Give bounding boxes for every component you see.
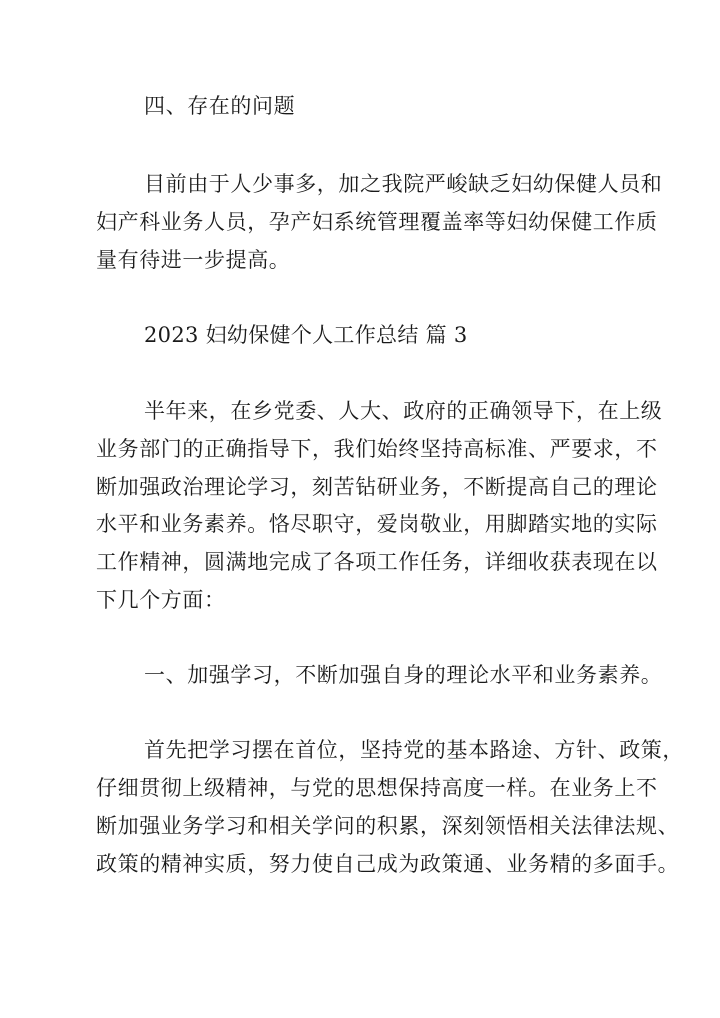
paragraph-line: 断加强政治理论学习，刻苦钻研业务，不断提高自己的理论	[96, 475, 658, 499]
paragraph-line: 水平和业务素养。恪尽职守，爱岗敬业，用脚踏实地的实际	[96, 512, 658, 536]
section-heading: 四、存在的问题	[144, 94, 296, 118]
paragraph-line: 妇产科业务人员，孕产妇系统管理覆盖率等妇幼保健工作质	[96, 210, 658, 234]
paragraph-line: 量有待进一步提高。	[96, 248, 291, 272]
section-heading: 一、加强学习，不断加强自身的理论水平和业务素养。	[144, 663, 663, 687]
paragraph-line: 政策的精神实质，努力使自己成为政策通、业务精的多面手。	[96, 852, 680, 876]
paragraph-line: 下几个方面：	[96, 588, 226, 612]
paragraph-line: 首先把学习摆在首位，坚持党的基本路途、方针、政策，	[144, 738, 684, 762]
paragraph-line: 仔细贯彻上级精神，与党的思想保持高度一样。在业务上不	[96, 776, 658, 800]
paragraph-line: 目前由于人少事多，加之我院严峻缺乏妇幼保健人员和	[144, 172, 663, 196]
paragraph-line: 业务部门的正确指导下，我们始终坚持高标准、严要求，不	[96, 437, 658, 461]
paragraph-line: 断加强业务学习和相关学问的积累，深刻领悟相关法律法规、	[96, 814, 680, 838]
paragraph-line: 半年来，在乡党委、人大、政府的正确领导下，在上级	[144, 399, 663, 423]
article-title: 2023 妇幼保健个人工作总结 篇 3	[144, 323, 468, 347]
paragraph-line: 工作精神，圆满地完成了各项工作任务，详细收获表现在以	[96, 550, 658, 574]
